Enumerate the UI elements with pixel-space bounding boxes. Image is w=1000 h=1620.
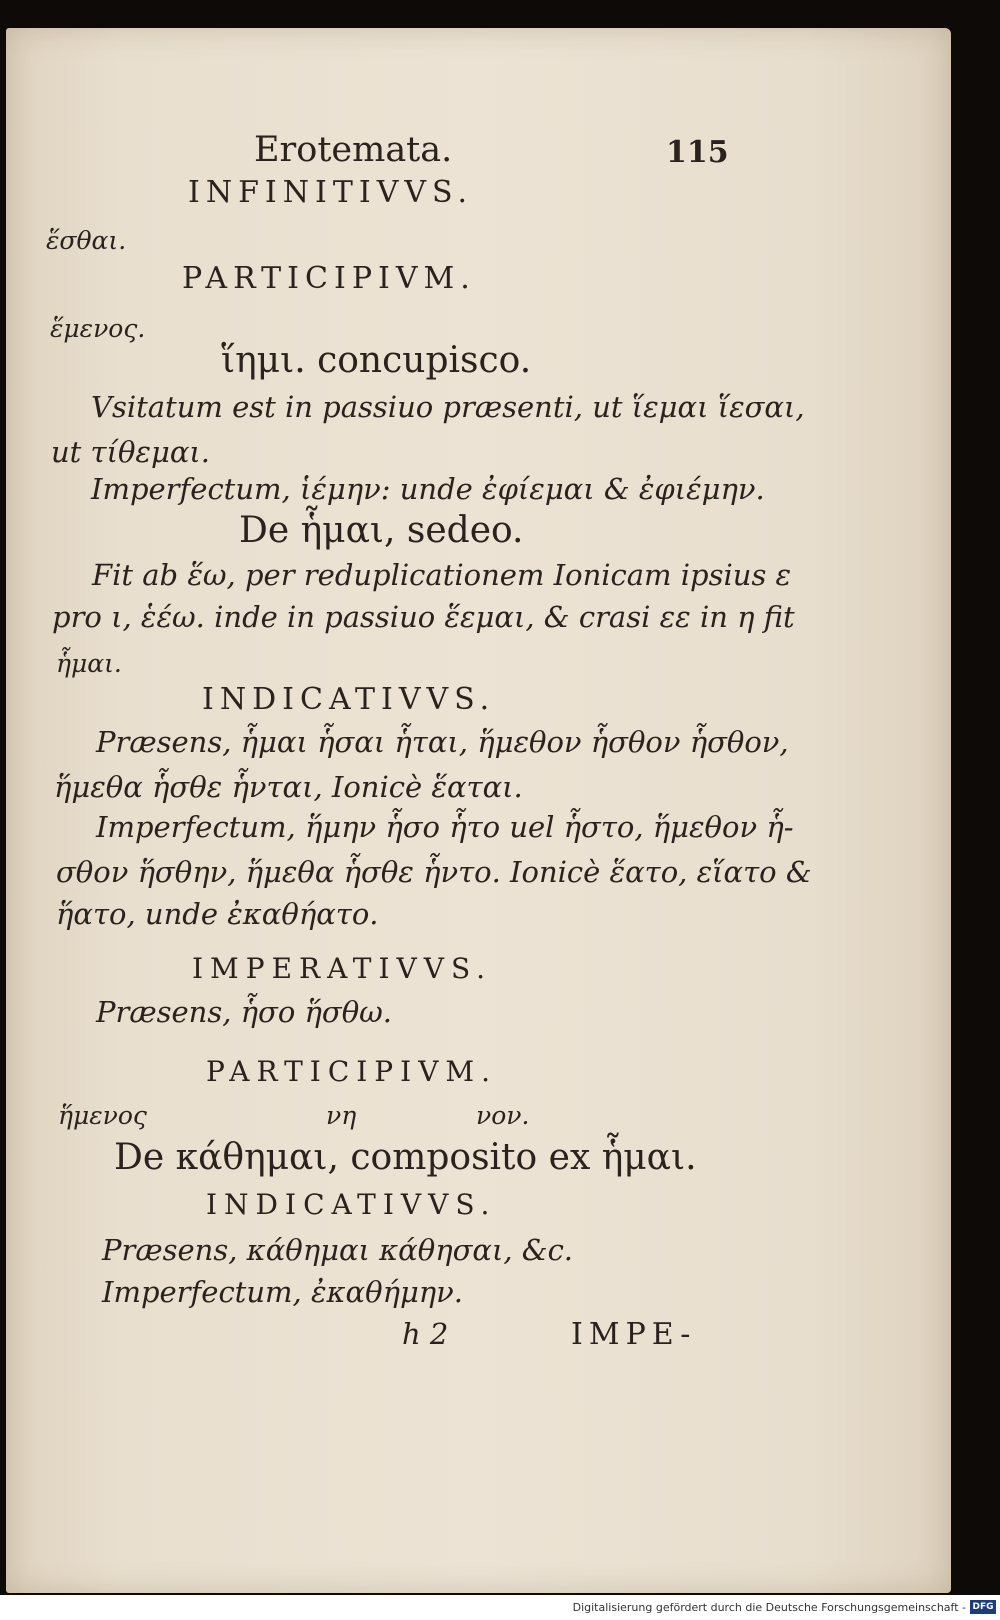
text-line: ut τίθεμαι. [51,435,211,469]
credit-text: Digitalisierung gefördert durch die Deutsche Forschungsgemeinschaft - [572,1601,966,1614]
signature-mark: h 2 [402,1317,449,1351]
text-line: σθον ἥσθην, ἥμεθα ἧσθε ἧντο. Ionicè ἕατο, εἵατο & [56,855,812,889]
book-page [6,28,951,1593]
catchword: IMPE- [571,1317,697,1352]
entry-title-hiemi: ἵημι. concupisco. [221,340,532,381]
text-line: Præsens, κάθημαι κάθησαι, &c. [102,1233,574,1267]
text-line: ἧμαι. [56,649,122,678]
entry-title-hemai: De ἧμαι, sedeo. [239,510,524,551]
heading-participium: PARTICIPIVM. [182,261,476,296]
heading-infinitivus: INFINITIVVS. [188,175,474,210]
participle-masculine: ἥμενος [58,1101,147,1130]
entry-title-kathemai: De κάθημαι, composito ex ἧμαι. [114,1137,697,1178]
text-line: Præsens, ἧμαι ἧσαι ἧται, ἥμεθον ἧσθον ἧσθον, [96,725,789,759]
text-line: ἕμενος. [50,314,146,343]
participle-feminine: νη [326,1101,357,1130]
text-line: Imperfectum, ἱέμην: unde ἐφίεμαι & ἐφιέμην. [91,472,765,506]
heading-participium-2: PARTICIPIVM. [206,1055,497,1088]
text-line: Præsens, ἧσο ἥσθω. [96,995,393,1029]
text-line: ἥμεθα ἧσθε ἧνται, Ionicè ἕαται. [54,770,523,804]
text-line: Imperfectum, ἥμην ἧσο ἧτο uel ἧστο, ἥμεθον ἧ- [96,810,794,844]
text-line: Fit ab ἕω, per reduplicationem Ionicam ipsius ε [92,558,792,592]
heading-indicativus: INDICATIVVS. [202,682,496,717]
text-line: Vsitatum est in passiuo præsenti, ut ἵεμαι ἵεσαι, [91,390,805,424]
text-line: Imperfectum, ἐκαθήμην. [102,1275,464,1309]
text-line: pro ι, ἑέω. inde in passiuo ἕεμαι, & crasi εε in η fit [52,600,795,634]
participle-neuter: νον. [476,1101,530,1130]
heading-imperativus: IMPERATIVVS. [192,952,493,985]
running-head-title: Erotemata. [254,130,453,170]
page-number: 115 [666,135,729,170]
text-line: ἥατο, unde ἐκαθήατο. [56,897,379,931]
text-line: ἕσθαι. [46,226,127,255]
digitization-credit-bar [0,1595,1000,1620]
heading-indicativus-2: INDICATIVVS. [206,1188,497,1221]
dfg-logo: DFG [970,1600,996,1614]
